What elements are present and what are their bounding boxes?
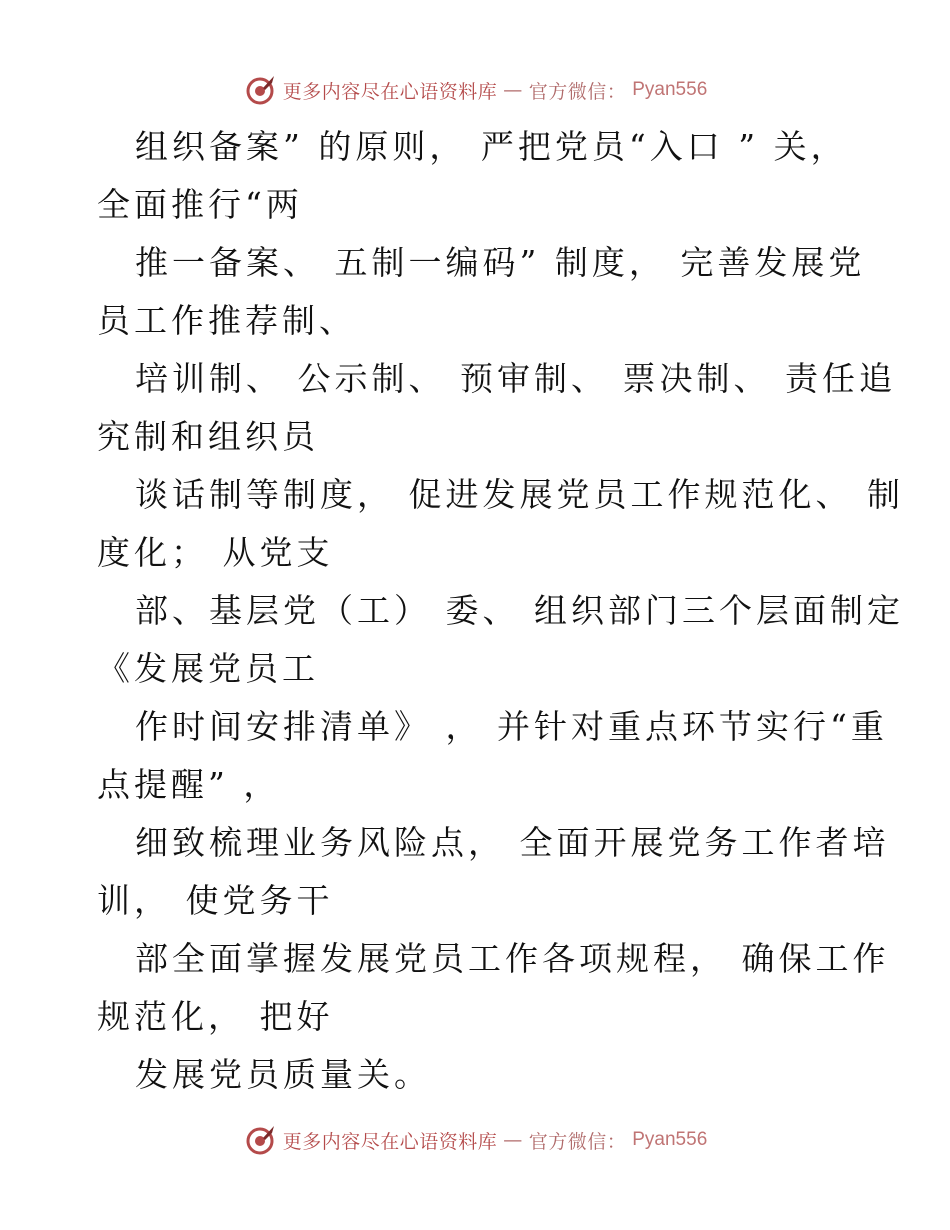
text-line-15: 部全面掌握发展党员工作各项规程， 确保工作 [135, 939, 890, 978]
text-line-8: 度化； 从党支 [97, 533, 334, 572]
quill-pen-logo-icon [243, 73, 277, 107]
text-line-5: 培训制、 公示制、 预审制、 票决制、 责任追 [135, 359, 896, 398]
text-line-12: 点提醒” ， [97, 765, 281, 804]
text-line-10: 《发展党员工 [97, 649, 319, 688]
watermark-banner-top [0, 70, 950, 110]
watermark-wechat-id: Pyan556 [632, 79, 708, 100]
watermark-dash: — [503, 79, 523, 101]
watermark-banner-bottom [0, 1120, 950, 1160]
watermark-brand: 更多内容尽在心语资料库 [282, 80, 498, 103]
document-body [97, 118, 904, 1104]
text-line-17: 发展党员质量关。 [135, 1055, 431, 1094]
text-line-4: 员工作推荐制、 [97, 301, 356, 340]
watermark-brand: 更多内容尽在心语资料库 [282, 1130, 498, 1153]
watermark-dash: — [503, 1129, 523, 1151]
text-line-2: 全面推行“两 [97, 185, 303, 224]
watermark-official: 官方微信： [528, 80, 627, 103]
text-line-1: 组织备案” 的原则， 严把党员“入口 ” 关， [135, 127, 848, 166]
text-line-13: 细致梳理业务风险点， 全面开展党务工作者培 [135, 823, 890, 862]
text-line-16: 规范化， 把好 [97, 997, 334, 1036]
text-line-7: 谈话制等制度， 促进发展党员工作规范化、 制 [135, 475, 904, 514]
quill-pen-logo-icon [243, 1123, 277, 1157]
text-line-9: 部、基层党（工） 委、 组织部门三个层面制定 [135, 591, 904, 630]
watermark-wechat-id: Pyan556 [632, 1129, 708, 1150]
text-line-6: 究制和组织员 [97, 417, 319, 456]
text-line-14: 训， 使党务干 [97, 881, 334, 920]
text-line-3: 推一备案、 五制一编码” 制度， 完善发展党 [135, 243, 866, 282]
watermark-official: 官方微信： [528, 1130, 627, 1153]
text-line-11: 作时间安排清单》 ， 并针对重点环节实行“重 [135, 707, 888, 746]
